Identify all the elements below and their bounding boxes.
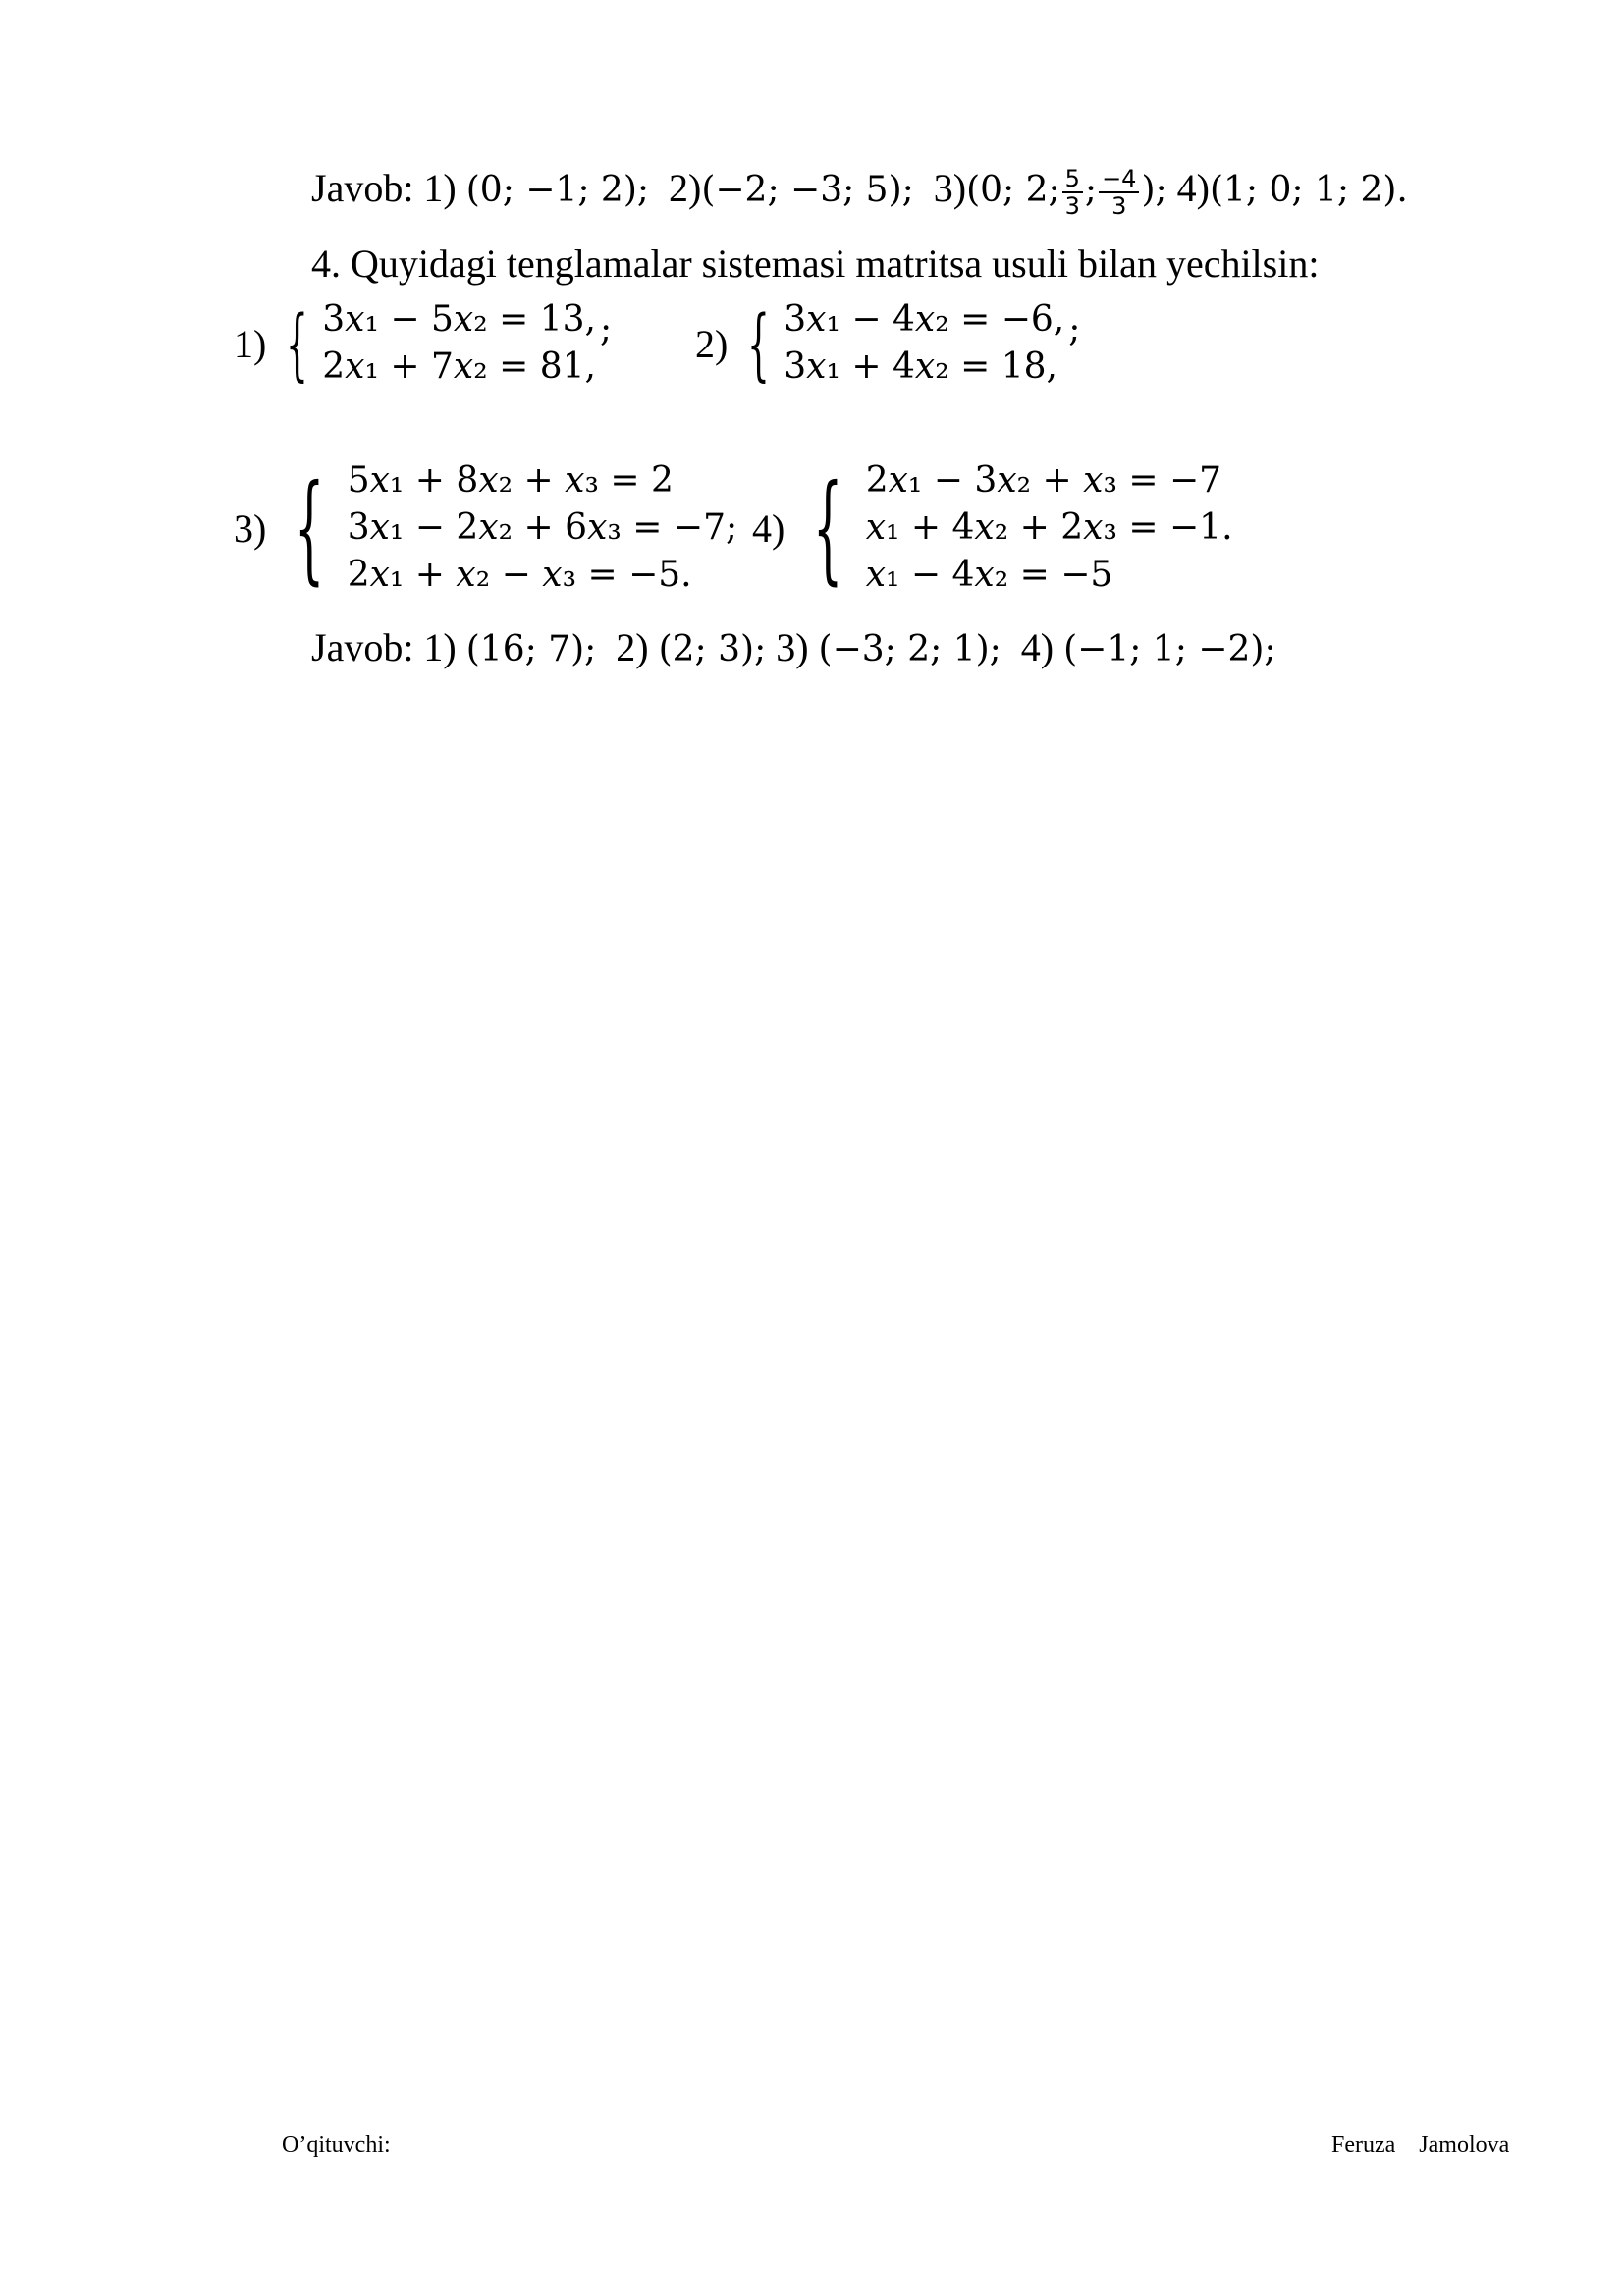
left-brace-icon: { xyxy=(813,459,843,597)
system-3-eq-2: 3x₁ − 2x₂ + 6x₃ = −7; xyxy=(347,507,738,548)
system-1-tail: ; xyxy=(599,308,613,349)
left-brace-icon: { xyxy=(295,459,325,597)
system-4-eq-3: x₁ − 4x₂ = −5 xyxy=(865,555,1113,595)
system-1-label: 1) xyxy=(234,321,267,366)
task-4-heading: 4. Quyidagi tenglamalar sistemasi matritsa usuli bilan yechilsin: xyxy=(311,241,1320,286)
footer-teacher-name: Feruza Jamolova xyxy=(1331,2132,1510,2158)
left-brace-icon: { xyxy=(747,297,771,390)
system-2-eq-2: 3x₁ + 4x₂ = 18, xyxy=(784,347,1057,387)
fraction-minus-four-thirds: $\frac{-4}{3}$ xyxy=(1099,166,1139,219)
system-1-eq-2: 2x₁ + 7x₂ = 81, xyxy=(322,347,596,387)
system-3 xyxy=(234,457,737,599)
answer-3-start: (0; 2; xyxy=(966,170,1060,210)
system-2-tail: ; xyxy=(1068,308,1081,349)
answer-3-end: ); xyxy=(1141,170,1167,210)
answer-line-1 xyxy=(311,165,1408,219)
system-4-equations xyxy=(866,457,1233,599)
system-1-eq-1: 3x₁ − 5x₂ = 13, xyxy=(322,299,596,340)
system-3-label: 3) xyxy=(234,506,267,551)
answer-3-sep: ; xyxy=(1084,170,1098,210)
answer-1: (16; 7); xyxy=(465,629,597,669)
answer-4: (−1; 1; −2); xyxy=(1063,629,1276,669)
fraction-five-thirds: $\frac{5}{3}$ xyxy=(1062,166,1083,219)
system-2-eq-1: 3x₁ − 4x₂ = −6, xyxy=(784,299,1065,340)
system-1 xyxy=(234,296,612,391)
answer-2: (2; 3); xyxy=(658,629,767,669)
system-4-label: 4) xyxy=(752,506,785,551)
answer-2-label: 2) xyxy=(616,625,649,669)
system-4 xyxy=(752,457,1233,599)
system-2 xyxy=(695,296,1080,391)
left-brace-icon: { xyxy=(286,297,309,390)
system-1-equations xyxy=(322,296,596,391)
answer-2: (−2; −3; 5); xyxy=(701,170,914,210)
answer-4-label: 4) xyxy=(1020,625,1055,669)
answer-1: (0; −1; 2); xyxy=(465,170,650,210)
answer-4-label: 4) xyxy=(1176,166,1210,210)
answer-prefix: Javob: 1) xyxy=(311,625,466,669)
system-3-eq-1: 5x₁ + 8x₂ + x₃ = 2 xyxy=(347,460,674,501)
answer-3-label: 3) xyxy=(933,166,967,210)
answer-line-2 xyxy=(311,624,1276,673)
system-4-eq-2: x₁ + 4x₂ + 2x₃ = −1. xyxy=(865,507,1233,548)
answer-3: (−3; 2; 1); xyxy=(818,629,1001,669)
system-4-eq-1: 2x₁ − 3x₂ + x₃ = −7 xyxy=(865,460,1222,501)
system-3-equations xyxy=(348,457,737,599)
answer-3-label: 3) xyxy=(776,625,809,669)
system-2-label: 2) xyxy=(695,321,729,366)
system-2-equations xyxy=(784,296,1064,391)
footer-teacher-label: O’qituvchi: xyxy=(282,2132,391,2158)
answer-prefix: Javob: 1) xyxy=(311,166,466,210)
system-3-eq-3: 2x₁ + x₂ − x₃ = −5. xyxy=(347,555,692,595)
answer-4: (1; 0; 1; 2). xyxy=(1209,170,1408,210)
answer-2-label: 2) xyxy=(669,166,702,210)
